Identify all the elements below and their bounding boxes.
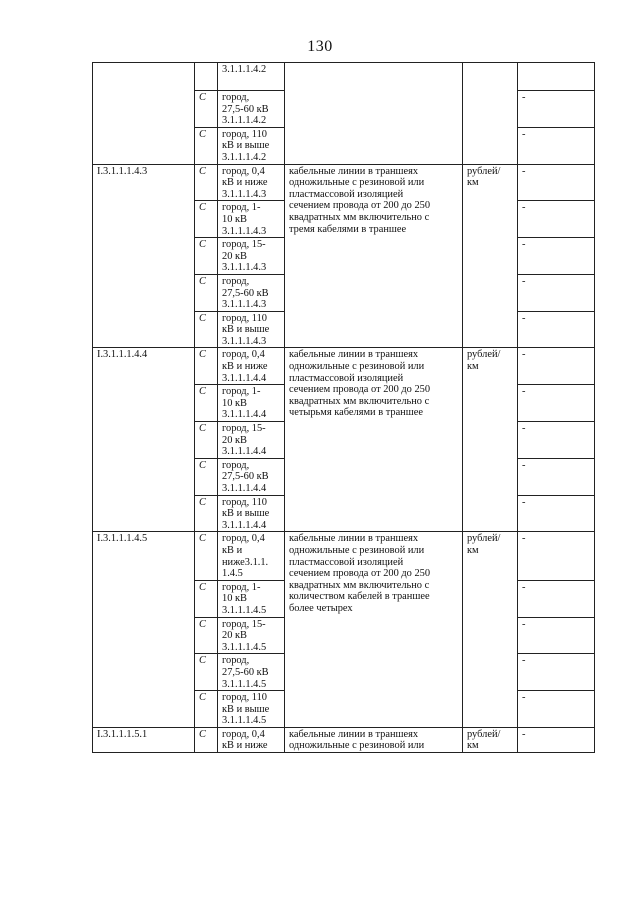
zone-cell: город, 110 кВ и выше 3.1.1.1.4.4: [218, 495, 285, 532]
value-cell: -: [518, 580, 595, 617]
value-cell: -: [518, 727, 595, 752]
value-cell: -: [518, 458, 595, 495]
zone-cell: город, 0,4 кВ и ниже: [218, 727, 285, 752]
row-code: I.3.1.1.1.4.4: [93, 348, 195, 532]
row-letter: С: [195, 311, 218, 348]
value-cell: -: [518, 311, 595, 348]
value-cell: [518, 63, 595, 91]
value-cell: -: [518, 495, 595, 532]
value-cell: -: [518, 654, 595, 691]
zone-cell: город, 1- 10 кВ 3.1.1.1.4.3: [218, 201, 285, 238]
zone-cell: город, 110 кВ и выше 3.1.1.1.4.5: [218, 691, 285, 728]
zone-cell: город, 110 кВ и выше 3.1.1.1.4.3: [218, 311, 285, 348]
row-letter: С: [195, 127, 218, 164]
description-cell: кабельные линии в траншеях одножильные с резиновой или пластмассовой изоляцией сечением провода от 200 до 250 квадратных мм включительно с четырьмя кабелями в траншее: [285, 348, 463, 532]
unit-cell: рублей/ км: [463, 727, 518, 752]
zone-cell: город, 15- 20 кВ 3.1.1.1.4.5: [218, 617, 285, 654]
row-letter: С: [195, 164, 218, 201]
value-cell: -: [518, 274, 595, 311]
unit-cell: рублей/ км: [463, 348, 518, 532]
row-letter: С: [195, 274, 218, 311]
value-cell: -: [518, 422, 595, 459]
row-letter: С: [195, 201, 218, 238]
zone-cell: город, 110 кВ и выше 3.1.1.1.4.2: [218, 127, 285, 164]
value-cell: -: [518, 201, 595, 238]
value-cell: -: [518, 532, 595, 580]
row-letter: С: [195, 495, 218, 532]
row-letter: [195, 63, 218, 91]
zone-cell: город, 0,4 кВ и ниже3.1.1. 1.4.5: [218, 532, 285, 580]
row-letter: С: [195, 532, 218, 580]
description-cell: кабельные линии в траншеях одножильные с резиновой или: [285, 727, 463, 752]
zone-cell: город, 0,4 кВ и ниже 3.1.1.1.4.3: [218, 164, 285, 201]
row-letter: С: [195, 580, 218, 617]
value-cell: -: [518, 617, 595, 654]
zone-cell: город, 0,4 кВ и ниже 3.1.1.1.4.4: [218, 348, 285, 385]
unit-cell: [463, 63, 518, 165]
zone-cell: город, 27,5-60 кВ 3.1.1.1.4.2: [218, 91, 285, 128]
row-code: I.3.1.1.1.5.1: [93, 727, 195, 752]
value-cell: -: [518, 164, 595, 201]
tariff-table: [92, 62, 595, 753]
value-cell: -: [518, 385, 595, 422]
description-cell: [285, 63, 463, 165]
zone-cell: город, 1- 10 кВ 3.1.1.1.4.5: [218, 580, 285, 617]
zone-cell: 3.1.1.1.4.2: [218, 63, 285, 91]
row-letter: С: [195, 691, 218, 728]
row-letter: С: [195, 238, 218, 275]
row-letter: С: [195, 422, 218, 459]
row-letter: С: [195, 348, 218, 385]
row-code: I.3.1.1.1.4.5: [93, 532, 195, 728]
zone-cell: город, 27,5-60 кВ 3.1.1.1.4.3: [218, 274, 285, 311]
row-letter: С: [195, 727, 218, 752]
page-number: 130: [307, 38, 333, 55]
zone-cell: город, 27,5-60 кВ 3.1.1.1.4.5: [218, 654, 285, 691]
zone-cell: город, 27,5-60 кВ 3.1.1.1.4.4: [218, 458, 285, 495]
row-letter: С: [195, 385, 218, 422]
description-cell: кабельные линии в траншеях одножильные с резиновой или пластмассовой изоляцией сечением провода от 200 до 250 квадратных мм включительно с количеством кабелей в траншее более четырех: [285, 532, 463, 728]
value-cell: -: [518, 691, 595, 728]
unit-cell: рублей/ км: [463, 532, 518, 728]
zone-cell: город, 1- 10 кВ 3.1.1.1.4.4: [218, 385, 285, 422]
row-letter: С: [195, 458, 218, 495]
zone-cell: город, 15- 20 кВ 3.1.1.1.4.4: [218, 422, 285, 459]
row-letter: С: [195, 654, 218, 691]
value-cell: -: [518, 238, 595, 275]
row-code: I.3.1.1.1.4.3: [93, 164, 195, 348]
zone-cell: город, 15- 20 кВ 3.1.1.1.4.3: [218, 238, 285, 275]
value-cell: -: [518, 127, 595, 164]
value-cell: -: [518, 91, 595, 128]
row-code: [93, 63, 195, 165]
row-letter: С: [195, 91, 218, 128]
unit-cell: рублей/ км: [463, 164, 518, 348]
value-cell: -: [518, 348, 595, 385]
description-cell: кабельные линии в траншеях одножильные с резиновой или пластмассовой изоляцией сечением провода от 200 до 250 квадратных мм включительно с тремя кабелями в траншее: [285, 164, 463, 348]
row-letter: С: [195, 617, 218, 654]
